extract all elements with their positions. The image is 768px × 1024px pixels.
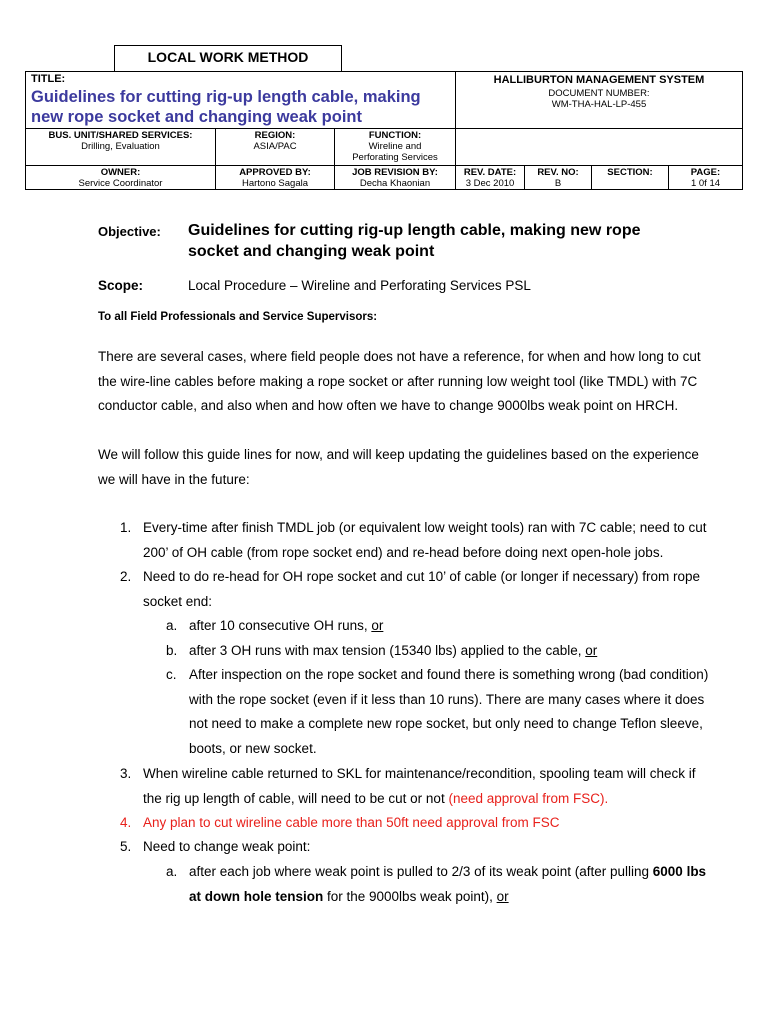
- objective-label: Objective:: [98, 224, 161, 239]
- item-2-line: socket end:: [143, 593, 213, 609]
- item-2-number: 2.: [120, 569, 132, 584]
- guideline-paragraph: [98, 443, 699, 492]
- item-3-number: 3.: [120, 766, 132, 781]
- item-1-line: Every-time after finish TMDL job (or equivalent low weight tools) ran with 7C cable; need to cut: [143, 520, 707, 535]
- item-2a-text: [189, 614, 383, 639]
- item-2-text: [143, 565, 700, 614]
- intro-line: There are several cases, where field people does not have a reference, for when and how long to cut: [98, 349, 701, 364]
- rev-date-value: 3 Dec 2010: [465, 178, 515, 189]
- item-2b-body: after 3 OH runs with max tension (15340 lbs) applied to the cable,: [189, 643, 586, 658]
- page-label: PAGE:: [690, 167, 721, 178]
- item-5a-body-cont: for the 9000lbs weak point),: [323, 888, 497, 904]
- job-revision-cell: [334, 165, 456, 190]
- item-2c-line: not need to make a complete new rope socket, but only need to change Teflon sleeve,: [189, 716, 703, 731]
- function-value-line2: Perforating Services: [352, 152, 438, 163]
- job-revision-label: JOB REVISION BY:: [352, 167, 438, 178]
- rev-no-cell: [524, 165, 592, 190]
- intro-paragraph: [98, 345, 701, 419]
- region-cell: [215, 128, 335, 166]
- system-cell: [455, 71, 743, 129]
- doc-title-line2: new rope socket and changing weak point: [31, 108, 362, 126]
- objective-line1: Guidelines for cutting rig-up length cable, making new rope: [188, 222, 641, 239]
- owner-value: Service Coordinator: [78, 178, 163, 189]
- guideline-line: We will follow this guide lines for now, and will keep updating the guidelines based on the experience: [98, 447, 699, 462]
- owner-label: OWNER:: [100, 167, 141, 178]
- item-5a-text: [189, 860, 706, 909]
- intro-line: the wire-line cables before making a rope socket or after running low weight tool (like TMDL) with 7C: [98, 373, 698, 389]
- approved-value: Hartono Sagala: [241, 178, 309, 189]
- scope-text: Local Procedure – Wireline and Perforating Services PSL: [188, 278, 531, 293]
- bus-unit-label: BUS. UNIT/SHARED SERVICES:: [48, 130, 193, 141]
- function-cell: [334, 128, 456, 166]
- section-label: SECTION:: [607, 167, 653, 178]
- region-value: ASIA/PAC: [253, 141, 297, 152]
- rev-no-label: REV. NO:: [537, 167, 579, 178]
- item-2c-letter: c.: [166, 667, 177, 682]
- item-3-line: When wireline cable returned to SKL for maintenance/recondition, spooling team will check if: [143, 766, 696, 781]
- item-5a-letter: a.: [166, 864, 178, 879]
- item-5a-tension: 6000 lbs: [652, 864, 707, 879]
- item-5a-line-2: [189, 885, 706, 910]
- intro-line: conductor cable, and also when and how often we have to change 9000lbs weak point on HRCH.: [98, 398, 679, 413]
- region-label: REGION:: [254, 130, 296, 141]
- function-value-line1: Wireline and: [368, 141, 422, 152]
- system-name: HALLIBURTON MANAGEMENT SYSTEM: [493, 74, 705, 86]
- item-2b-or: or: [585, 643, 598, 658]
- page-cell: [668, 165, 743, 190]
- item-5-text: Need to change weak point:: [143, 839, 311, 854]
- item-3-approval-note: (need approval from FSC).: [448, 790, 609, 806]
- item-2a-or: or: [371, 618, 384, 633]
- title-label: TITLE:: [31, 73, 66, 85]
- local-work-method-label: LOCAL WORK METHOD: [147, 49, 309, 65]
- title-cell: [25, 71, 456, 129]
- item-2c-line: boots, or new socket.: [189, 740, 317, 756]
- item-4-number: 4.: [120, 815, 132, 830]
- page-value: 1 0f 14: [690, 178, 721, 189]
- item-5-number: 5.: [120, 839, 132, 854]
- approved-cell: [215, 165, 335, 190]
- header-blank-cell: [455, 128, 743, 166]
- owner-cell: [25, 165, 216, 190]
- doc-number-label: DOCUMENT NUMBER:: [548, 88, 650, 99]
- guideline-line: we will have in the future:: [98, 471, 250, 487]
- bus-unit-cell: [25, 128, 216, 166]
- item-4-text: Any plan to cut wireline cable more than 50ft need approval from FSC: [143, 815, 560, 830]
- item-1-line: 200’ of OH cable (from rope socket end) and re-head before doing next open-hole jobs.: [143, 544, 664, 560]
- local-work-method-box: [114, 45, 342, 72]
- item-2c-line: After inspection on the rope socket and found there is something wrong (bad condition): [189, 667, 709, 682]
- item-5a-body: after each job where weak point is pulled to 2/3 of its weak point (after pulling: [189, 864, 653, 879]
- item-1-text: [143, 516, 707, 565]
- item-2b-text: [189, 639, 597, 664]
- audience-line: To all Field Professionals and Service Supervisors:: [98, 311, 378, 323]
- bus-unit-value: Drilling, Evaluation: [81, 141, 160, 152]
- function-label: FUNCTION:: [368, 130, 422, 141]
- scope-label: Scope:: [98, 278, 144, 293]
- item-2a-letter: a.: [166, 618, 178, 633]
- rev-date-label: REV. DATE:: [463, 167, 517, 178]
- doc-number: WM-THA-HAL-LP-455: [551, 99, 647, 110]
- objective-line2: socket and changing weak point: [188, 243, 435, 260]
- item-3-text: [143, 762, 696, 811]
- item-2c-text: [189, 663, 708, 761]
- job-revision-value: Decha Khaonian: [359, 178, 431, 189]
- item-5a-line-1: [189, 860, 706, 885]
- rev-no-value: B: [554, 178, 562, 189]
- item-3-line2-text: the rig up length of cable, will need to be cut or not: [143, 790, 449, 806]
- item-2b-letter: b.: [166, 643, 178, 658]
- doc-title-line1: Guidelines for cutting rig-up length cable, making: [31, 88, 421, 106]
- item-5a-tension-cont: at down hole tension: [189, 888, 324, 904]
- item-2c-line: with the rope socket (even if it less than 10 runs). There are many cases where it does: [189, 691, 705, 707]
- rev-date-cell: [455, 165, 525, 190]
- item-5a-or: or: [496, 888, 509, 904]
- item-3-line-2: [143, 787, 696, 812]
- approved-label: APPROVED BY:: [239, 167, 311, 178]
- item-1-number: 1.: [120, 520, 132, 535]
- item-2a-body: after 10 consecutive OH runs,: [189, 618, 372, 633]
- item-2-line: Need to do re-head for OH rope socket and cut 10’ of cable (or longer if necessary) from rope: [143, 569, 701, 584]
- section-cell: [591, 165, 669, 190]
